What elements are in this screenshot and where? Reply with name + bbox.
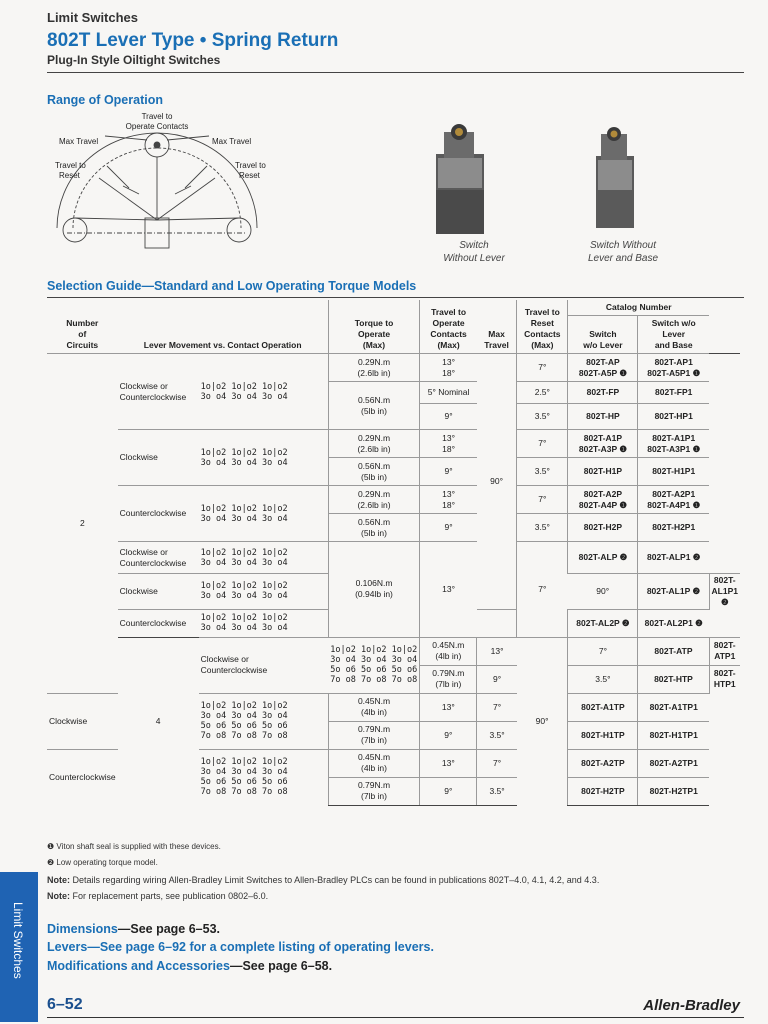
col-switch-wo-lever-base: Switch w/o Lever and Base <box>638 316 709 354</box>
motion-cell: Counterclockwise <box>118 609 199 637</box>
catalog-cell: 802T-HP <box>568 404 638 430</box>
page-number: 6–52 <box>47 996 83 1013</box>
catalog-cell: 802T-AL1P1 ❷ <box>709 574 740 610</box>
col-max-travel: Max Travel <box>484 329 509 350</box>
reset-cell: 7° <box>517 354 568 382</box>
selection-guide-table <box>47 300 740 806</box>
circuits-cell: 2 <box>47 354 118 694</box>
torque-cell: 0.29N.m (2.6lb in) <box>328 430 420 458</box>
brand-logo: Allen-Bradley <box>643 997 740 1014</box>
motion-cell: Clockwise <box>118 430 199 486</box>
reset-cell: 3.5° <box>517 514 568 542</box>
operate-cell: 9° <box>420 458 477 486</box>
label-travel-reset-right-2: Reset <box>239 171 260 180</box>
contact-symbol: 1o|o2 1o|o2 1o|o2 3o o4 3o o4 3o o4 <box>199 609 329 637</box>
catalog-cell: 802T-HP1 <box>638 404 709 430</box>
note-replacement: Note: For replacement parts, see publication 0802–6.0. <box>47 891 269 901</box>
catalog-cell: 802T-H2P <box>568 514 638 542</box>
contact-symbol: 1o|o2 1o|o2 1o|o2 3o o4 3o o4 3o o4 5o o6 5o o6 5o o6 7o o8 7o o8 7o o8 <box>199 749 329 805</box>
catalog-cell: 802T-A1P 802T-A3P ❶ <box>568 430 638 458</box>
contact-symbol: 1o|o2 1o|o2 1o|o2 3o o4 3o o4 3o o4 5o o6 5o o6 5o o6 7o o8 7o o8 7o o8 <box>199 693 329 749</box>
catalog-cell: 802T-ATP <box>638 637 709 665</box>
label-travel-reset-left-1: Travel to <box>55 161 86 170</box>
max-travel-cell: 90° <box>517 637 568 805</box>
section-category: Limit Switches <box>47 10 139 25</box>
torque-cell: 0.79N.m (7lb in) <box>420 665 477 693</box>
contact-symbol: 1o|o2 1o|o2 1o|o2 3o o4 3o o4 3o o4 <box>199 542 329 574</box>
dimensions-link[interactable]: Dimensions—See page 6–53. <box>47 922 221 936</box>
circuits-cell: 4 <box>118 637 199 805</box>
operate-cell: 13° 18° <box>420 486 477 514</box>
motion-cell: Clockwise or Counterclockwise <box>118 542 199 574</box>
section-tab-label <box>0 872 38 1022</box>
label-travel-operate-1: Travel to <box>141 112 173 121</box>
reset-cell: 7° <box>517 542 568 638</box>
label-travel-reset-left-2: Reset <box>59 171 80 180</box>
catalog-cell: 802T-FP1 <box>638 382 709 404</box>
reset-cell: 3.5° <box>477 777 517 805</box>
torque-cell: 0.106N.m (0.94lb in) <box>328 542 420 638</box>
table-row <box>47 542 740 574</box>
table-row <box>47 486 740 514</box>
torque-cell: 0.45N.m (4lb in) <box>420 637 477 665</box>
torque-cell: 0.29N.m (2.6lb in) <box>328 354 420 382</box>
col-travel-operate: Travel to Operate Contacts (Max) <box>420 300 477 354</box>
col-travel-reset: Travel to Reset Contacts (Max) <box>517 300 568 354</box>
contact-symbol: 1o|o2 1o|o2 1o|o2 3o o4 3o o4 3o o4 <box>199 430 329 486</box>
switch-without-lever-photo <box>432 118 490 236</box>
reset-cell: 7° <box>568 637 638 665</box>
switch-without-lever-and-base-photo <box>592 120 638 230</box>
catalog-cell: 802T-H1TP1 <box>638 721 709 749</box>
footnote-viton: ❶ Viton shaft seal is supplied with these devices. <box>47 842 221 851</box>
catalog-cell: 802T-A2P 802T-A4P ❶ <box>568 486 638 514</box>
operate-cell: 9° <box>477 665 517 693</box>
footnote-low-torque: ❷ Low operating torque model. <box>47 858 158 867</box>
catalog-cell: 802T-A2TP <box>568 749 638 777</box>
catalog-cell: 802T-A1P1 802T-A3P1 ❶ <box>638 430 709 458</box>
torque-cell: 0.79N.m (7lb in) <box>328 721 420 749</box>
label-max-travel-left: Max Travel <box>59 137 99 146</box>
reset-cell: 3.5° <box>477 721 517 749</box>
contact-symbol: 1o|o2 1o|o2 1o|o2 3o o4 3o o4 3o o4 <box>199 574 329 610</box>
reset-cell: 7° <box>477 693 517 721</box>
photo-caption-right: Switch Without Lever and Base <box>587 240 659 264</box>
operate-cell: 9° <box>420 514 477 542</box>
operate-cell: 13° 18° <box>420 354 477 382</box>
max-travel-cell: 90° <box>568 574 638 610</box>
torque-cell: 0.45N.m (4lb in) <box>328 749 420 777</box>
col-torque: Torque to Operate (Max) <box>328 300 420 354</box>
catalog-cell: 802T-AP1 802T-A5P1 ❶ <box>638 354 709 382</box>
operate-cell: 13° <box>477 637 517 665</box>
torque-cell: 0.56N.m (5lb in) <box>328 382 420 430</box>
catalog-cell: 802T-A2P1 802T-A4P1 ❶ <box>638 486 709 514</box>
label-max-travel-right: Max Travel <box>212 137 252 146</box>
torque-cell: 0.79N.m (7lb in) <box>328 777 420 805</box>
label-travel-reset-right-1: Travel to <box>235 161 266 170</box>
catalog-cell: 802T-FP <box>568 382 638 404</box>
note-wiring: Note: Details regarding wiring Allen-Bradley Limit Switches to Allen-Bradley PLCs can be found in publications 802T–4.0, 4.1, 4.2, and 4.3. <box>47 875 600 885</box>
catalog-cell: 802T-H1TP <box>568 721 638 749</box>
operate-cell: 9° <box>420 777 477 805</box>
operate-cell: 13° 18° <box>420 430 477 458</box>
torque-cell: 0.56N.m (5lb in) <box>328 458 420 486</box>
range-of-operation-diagram <box>47 108 287 253</box>
catalog-cell: 802T-AL1P ❷ <box>638 574 709 610</box>
catalog-cell: 802T-H1P <box>568 458 638 486</box>
motion-cell: Clockwise or Counterclockwise <box>118 354 199 430</box>
catalog-cell: 802T-A1TP1 <box>638 693 709 721</box>
motion-cell: Clockwise or Counterclockwise <box>199 637 329 693</box>
catalog-cell: 802T-A2TP1 <box>638 749 709 777</box>
motion-cell: Counterclockwise <box>47 749 118 805</box>
catalog-cell: 802T-ALP ❷ <box>568 542 638 574</box>
torque-cell: 0.56N.m (5lb in) <box>328 514 420 542</box>
table-header <box>47 300 740 354</box>
table-row <box>47 354 740 382</box>
range-heading: Range of Operation <box>47 93 163 107</box>
catalog-cell: 802T-HTP1 <box>709 665 740 693</box>
catalog-cell: 802T-ATP1 <box>709 637 740 665</box>
operate-cell: 13° <box>420 693 477 721</box>
operate-cell: 13° <box>420 749 477 777</box>
col-catalog-number: Catalog Number <box>568 300 709 316</box>
reset-cell: 3.5° <box>568 665 638 693</box>
catalog-cell: 802T-HTP <box>638 665 709 693</box>
reset-cell: 7° <box>477 749 517 777</box>
operate-cell: 9° <box>420 721 477 749</box>
svg-text:Limit Switches: Limit Switches <box>11 902 25 979</box>
levers-link[interactable]: Levers—See page 6–92 for a complete listing of operating levers. <box>47 940 434 954</box>
reset-cell: 2.5° <box>517 382 568 404</box>
table-row <box>47 637 740 665</box>
reset-cell: 3.5° <box>517 404 568 430</box>
torque-cell: 0.29N.m (2.6lb in) <box>328 486 420 514</box>
contact-symbol: 1o|o2 1o|o2 1o|o2 3o o4 3o o4 3o o4 <box>199 486 329 542</box>
table-row <box>47 430 740 458</box>
catalog-cell: 802T-AP 802T-A5P ❶ <box>568 354 638 382</box>
catalog-cell: 802T-A1TP <box>568 693 638 721</box>
col-circuits: Number of Circuits <box>66 318 99 350</box>
selection-divider <box>47 297 744 298</box>
label-travel-operate-2: Operate Contacts <box>125 122 189 131</box>
catalog-cell: 802T-H2TP1 <box>638 777 709 805</box>
catalog-cell: 802T-AL2P1 ❷ <box>638 609 709 637</box>
selection-heading: Selection Guide—Standard and Low Operating Torque Models <box>47 279 417 293</box>
page-subtitle: Plug-In Style Oiltight Switches <box>47 53 221 67</box>
catalog-cell: 802T-ALP1 ❷ <box>638 542 709 574</box>
photo-caption-left: Switch Without Lever <box>443 240 505 264</box>
reset-cell: 7° <box>517 486 568 514</box>
catalog-cell: 802T-H1P1 <box>638 458 709 486</box>
page-title: 802T Lever Type • Spring Return <box>47 30 339 51</box>
motion-cell: Clockwise <box>118 574 199 610</box>
reset-cell: 7° <box>517 430 568 458</box>
max-travel-cell: 90° <box>477 354 517 610</box>
col-lever-movement: Lever Movement vs. Contact Operation <box>143 340 302 350</box>
operate-cell: 9° <box>420 404 477 430</box>
max-travel-cell <box>477 609 517 637</box>
motion-cell: Clockwise <box>47 693 118 749</box>
catalog-cell: 802T-H2TP <box>568 777 638 805</box>
col-switch-wo-lever: Switch w/o Lever <box>568 316 638 354</box>
modifications-link[interactable]: Modifications and Accessories—See page 6–58. <box>47 959 333 973</box>
torque-cell: 0.45N.m (4lb in) <box>328 693 420 721</box>
catalog-cell: 802T-AL2P ❷ <box>568 609 638 637</box>
motion-cell: Counterclockwise <box>118 486 199 542</box>
reset-cell: 3.5° <box>517 458 568 486</box>
footer-divider <box>47 1017 744 1018</box>
operate-cell: 13° <box>420 542 477 638</box>
catalog-cell: 802T-H2P1 <box>638 514 709 542</box>
contact-symbol: 1o|o2 1o|o2 1o|o2 3o o4 3o o4 3o o4 <box>199 354 329 430</box>
contact-symbol: 1o|o2 1o|o2 1o|o2 3o o4 3o o4 3o o4 5o o6 5o o6 5o o6 7o o8 7o o8 7o o8 <box>328 637 420 693</box>
operate-cell: 5° Nominal <box>420 382 477 404</box>
header-divider <box>47 72 744 73</box>
